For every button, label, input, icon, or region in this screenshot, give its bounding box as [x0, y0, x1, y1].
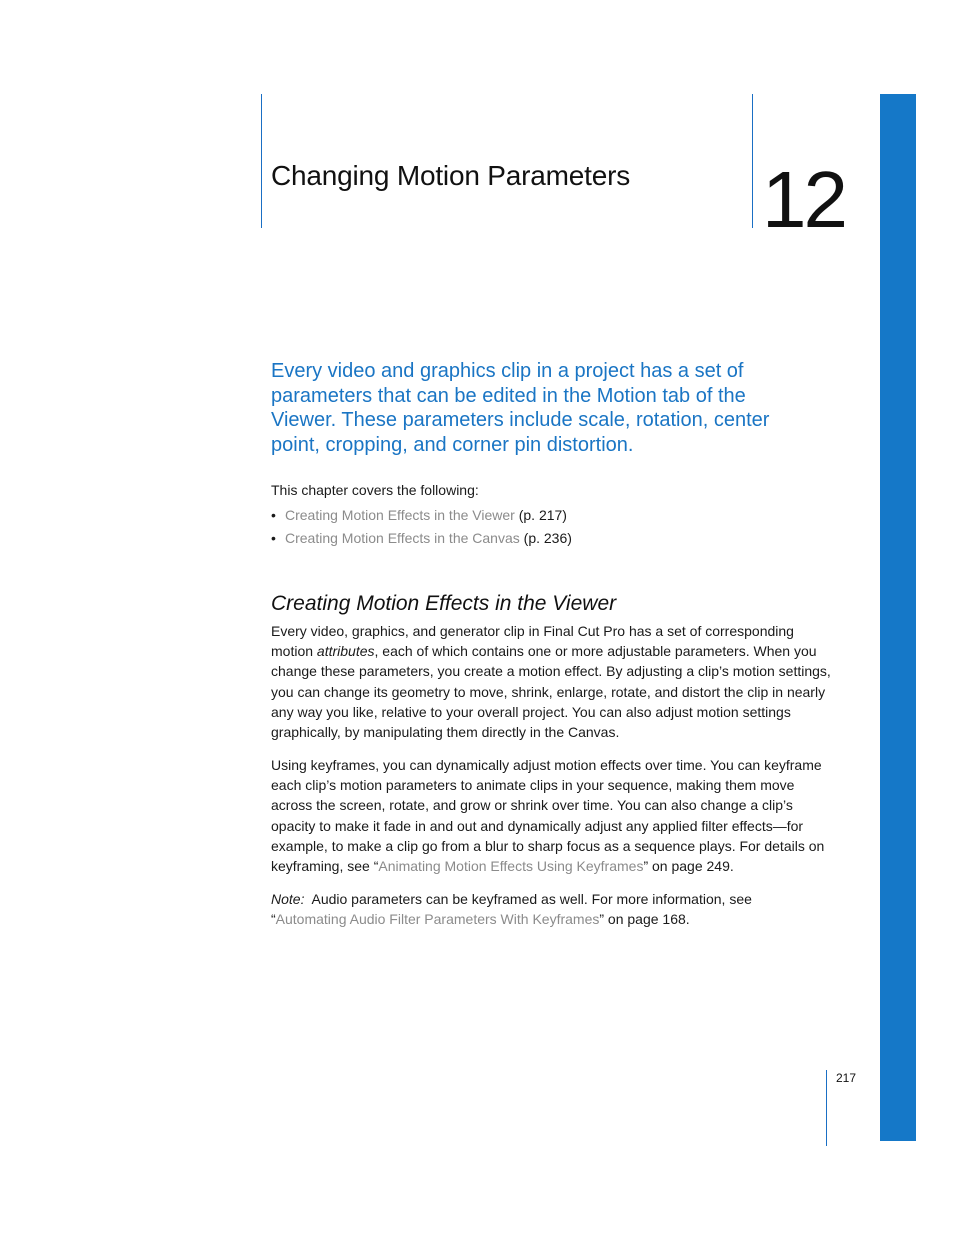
bullet-glyph: •	[271, 530, 276, 546]
chapter-topic-list	[271, 504, 572, 550]
paragraph-text: Every video, graphics, and generator clip in Final Cut Pro has a set of corresponding motion	[271, 623, 794, 660]
bullet-glyph: •	[271, 507, 276, 523]
topic-link-canvas[interactable]: Creating Motion Effects in the Canvas	[285, 530, 520, 546]
topic-list-item	[271, 527, 572, 550]
cross-reference-link[interactable]: Animating Motion Effects Using Keyframes	[378, 858, 644, 875]
chapter-intro: Every video and graphics clip in a project has a set of parameters that can be edited in the Motion tab of the Viewer. These parameters include scale, rotation, center point, cropping, and corner pin distortion.	[271, 360, 770, 456]
emphasized-term: attributes	[316, 643, 375, 660]
paragraph-text: ” on page 168.	[599, 911, 690, 928]
topic-page-ref: (p. 217)	[514, 507, 567, 523]
topic-list-item	[271, 504, 572, 527]
body-paragraph	[271, 755, 831, 876]
chapter-covers-label: This chapter covers the following:	[271, 482, 479, 498]
body-paragraph	[271, 621, 831, 742]
number-left-rule	[752, 94, 753, 228]
cross-reference-link[interactable]: Automating Audio Filter Parameters With Keyframes	[275, 911, 600, 928]
paragraph-text: , each of which contains one or more adjustable parameters. When you change these parameters, you create a motion effect. By adjusting a clip’s motion settings, you can change its geometry to move, shrink, enlarge, rotate, and distort the clip in nearly any way you like, relative to your overall project. You can also adjust motion settings graphically, by manipulating them directly in the Canvas.	[271, 643, 831, 741]
note-paragraph	[271, 889, 831, 929]
topic-page-ref: (p. 236)	[519, 530, 572, 546]
title-left-rule	[261, 94, 262, 228]
topic-link-viewer[interactable]: Creating Motion Effects in the Viewer	[285, 507, 515, 523]
section-heading: Creating Motion Effects in the Viewer	[271, 592, 617, 615]
paragraph-text: Using keyframes, you can dynamically adjust motion effects over time. You can keyframe each clip’s motion parameters to animate clips in your sequence, making them move across the screen, rotate, and grow or shrink over time. You can also change a clip’s opacity to make it fade in and out and dynamically adjust any applied filter effects—for example, to make a clip go from a blur to sharp focus as a sequence plays. For details on keyframing, see “	[271, 757, 825, 875]
chapter-side-tab	[880, 94, 916, 1141]
chapter-title: Changing Motion Parameters	[271, 160, 630, 191]
page-number: 217	[836, 1071, 857, 1085]
chapter-number: 12	[762, 155, 845, 244]
paragraph-text: Audio parameters can be keyframed as well. For more information, see “	[271, 891, 756, 928]
page-number-rule	[826, 1070, 827, 1146]
note-label: Note:	[271, 891, 305, 907]
paragraph-text: ” on page 249.	[643, 858, 734, 875]
